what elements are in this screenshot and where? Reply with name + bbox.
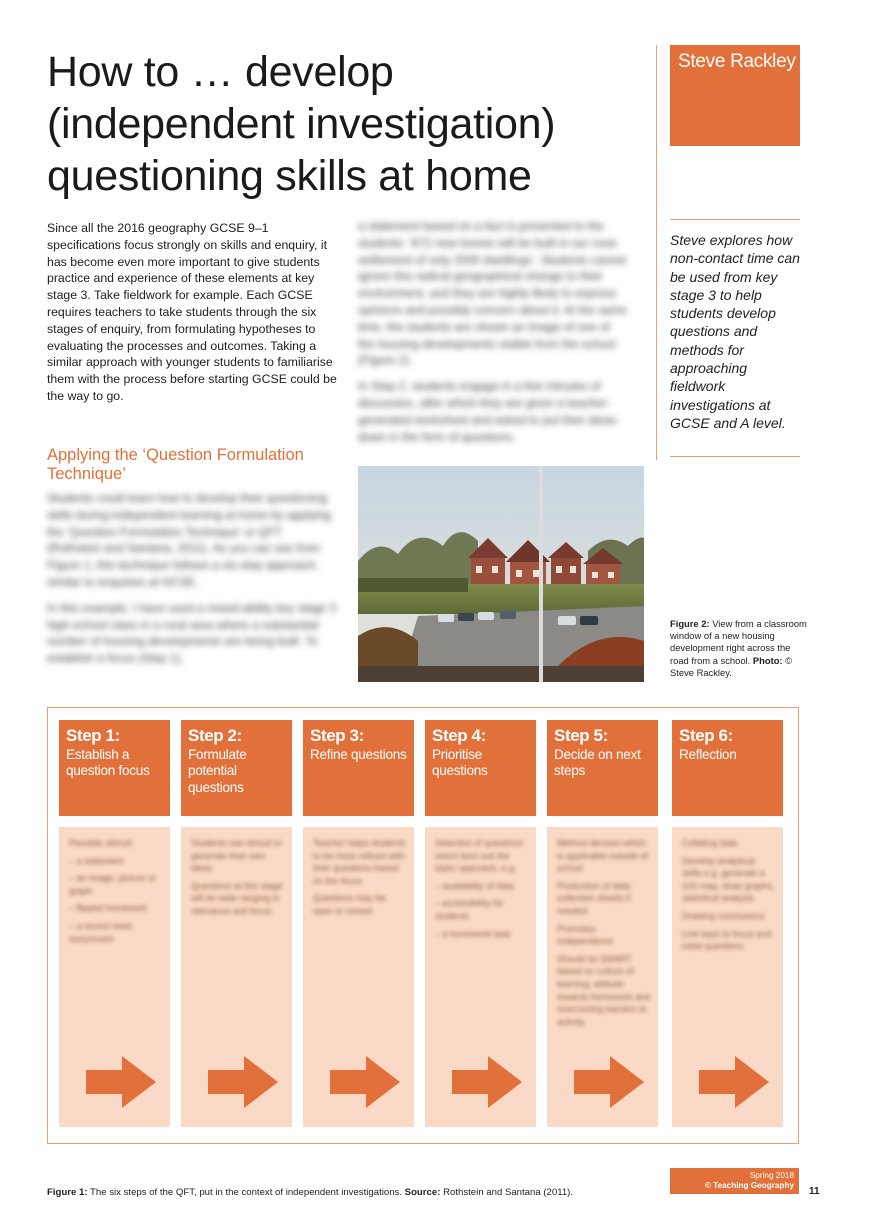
step-item: – flipped homework (69, 903, 148, 914)
figure-2-label: Figure 2: (670, 618, 710, 629)
page-number: 11 (809, 1186, 820, 1197)
figure-2-text: View from a classroom window of a new housing development right across the road from a school. (670, 618, 807, 666)
photo-credit: © Steve Rackley. (670, 654, 793, 678)
article-title (47, 46, 647, 202)
step-item: – availability of data (435, 880, 515, 891)
step-header (303, 720, 414, 816)
step-number: Step 3: (310, 726, 364, 745)
intro-paragraph (47, 220, 337, 405)
step-item: Drawing conclusions (682, 910, 765, 921)
step-item: Collating data (682, 838, 738, 848)
step-item: – a recent news story/event (69, 920, 133, 944)
body-paragraph: Students could learn how to develop their questioning skills during independent learning at home by applying the ‘Question Formulation Technique’ or QFT (Rothstein and Santana, 2011). As you can see from Figure 1, this technique follows a six-step approach, similar to enquiries at GCSE. (47, 491, 331, 589)
step-item: Link back to focus and initial questions (682, 928, 772, 952)
arrow-right-icon (330, 1056, 400, 1108)
step-label: Prioritise questions (432, 747, 488, 779)
step-item: – a homework task (435, 928, 511, 939)
step-column (672, 720, 783, 952)
issue-season: Spring 2018 (749, 1171, 794, 1180)
journal-name: © Teaching Geography (704, 1181, 794, 1190)
step-item: – accessibility for students (435, 898, 504, 921)
step-number: Step 1: (66, 726, 120, 745)
step-label: Reflection (679, 747, 737, 762)
standfirst: Steve explores how non-contact time can be used from key stage 3 to help students develop questions and methods for approaching fieldwork investigations at GCSE and A level. (670, 232, 800, 431)
step-column (425, 720, 536, 939)
step-item: Develop analytical skills e.g. generate a GIS map, draw graphs, statistical analysis (682, 855, 775, 904)
step-body (547, 827, 658, 1127)
source-text: Rothstein and Santana (2011). (443, 1187, 574, 1198)
footer-badge (670, 1168, 799, 1194)
step-item: Method devised which is applicable outside of school (557, 838, 649, 874)
step-item: Production of data collection sheets if needed (557, 880, 631, 916)
author-box (670, 45, 800, 146)
arrow-right-icon (699, 1056, 769, 1108)
step-column (547, 720, 658, 1027)
standfirst-rule-bottom (670, 456, 800, 457)
step-label: Formulate potential questions (188, 747, 247, 795)
step-body (672, 827, 783, 1127)
step-body (181, 827, 292, 1127)
step-number: Step 2: (188, 726, 242, 745)
step-item: Questions at this stage will be wide-ranging in relevance and focus (191, 880, 283, 916)
body-paragraph: In Step 2, students engage in a few minutes of discussion, after which they are given a teacher-generated worksheet and asked to put their ideas down in the form of questions. (358, 379, 617, 444)
step-column (303, 720, 414, 916)
step-header (59, 720, 170, 816)
intro-text: Since all the 2016 geography GCSE 9–1 specifications focus strongly on skills and enquiry, it has become even more important to give students practice and experience of these elements at key stage 3. Take fieldwork for example. Each GCSE requires teachers to take students through the six stages of enquiry, from formulating hypotheses to evaluating the processes and outcomes. Taking a similar approach with younger students to familiarise them with the process before starting GCSE could be the way to go. (47, 221, 337, 403)
step-header (547, 720, 658, 816)
step-item: Promotes independence (557, 923, 614, 947)
author-name: Steve Rackley (678, 51, 796, 72)
photo-label: Photo: (752, 654, 783, 666)
step-number: Step 4: (432, 726, 486, 745)
body-paragraph: In this example, I have used a mixed-ability key stage 3 high-school class in a rural area where a substantial number of housing developments are being built. To establish a focus (Step 1), (47, 600, 337, 666)
arrow-right-icon (452, 1056, 522, 1108)
step-item: Questions may be open or closed (313, 893, 386, 916)
source-label: Source: (404, 1187, 441, 1198)
step-item: – a statement (69, 855, 124, 866)
figure-1-label: Figure 1: (47, 1187, 88, 1198)
step-body (303, 827, 414, 1127)
arrow-right-icon (86, 1056, 156, 1108)
standfirst-rule-top (670, 219, 800, 220)
step-column (181, 720, 292, 916)
step-header (672, 720, 783, 816)
body-column-2 (358, 218, 628, 454)
step-item: Should be SMART based on culture of learning, attitude towards homework and overcoming barriers to activity (557, 953, 651, 1027)
body-paragraph: a statement based on a fact is presented to the students: ‘872 new homes will be built in our rural settlement of only 2000 dwellings’. Students cannot ignore this radical geographical change to their environment, and they are highly likely to express opinions and possibly concern about it. At the same time, the students are shown an image of one of the housing developments visible from the school (Figure 2). (358, 219, 627, 368)
step-item: Students use stimuli to generate their own ideas (191, 838, 282, 874)
housing-development-photo (358, 466, 644, 682)
figure-1-caption (47, 1187, 747, 1198)
step-label: Decide on next steps (554, 747, 641, 779)
step-item: Selection of questions which best suit the topic/ approach, e.g. (435, 838, 524, 874)
step-item: – an image, picture or graph (69, 873, 157, 896)
step-header (181, 720, 292, 816)
step-header (425, 720, 536, 816)
sidebar-divider (656, 45, 657, 460)
step-column (59, 720, 170, 944)
step-number: Step 6: (679, 726, 733, 745)
section-subheading: Applying the ‘Question Formulation Technique’ (47, 446, 304, 483)
figure-2-caption (670, 618, 810, 679)
step-item: Possible stimuli: (69, 838, 134, 848)
title-line: (independent investigation) (47, 100, 556, 148)
arrow-right-icon (574, 1056, 644, 1108)
title-line: How to … develop (47, 48, 394, 96)
step-item: Teacher helps students to be more refined with their questions based on the focus (313, 838, 406, 886)
body-column-1 (47, 490, 337, 676)
arrow-right-icon (208, 1056, 278, 1108)
step-body (59, 827, 170, 1127)
title-line: questioning skills at home (47, 152, 532, 200)
figure-1-text: The six steps of the QFT, put in the context of independent investigations. (90, 1187, 402, 1198)
step-number: Step 5: (554, 726, 608, 745)
step-label: Refine questions (310, 747, 407, 762)
step-label: Establish a question focus (66, 747, 150, 779)
step-body (425, 827, 536, 1127)
